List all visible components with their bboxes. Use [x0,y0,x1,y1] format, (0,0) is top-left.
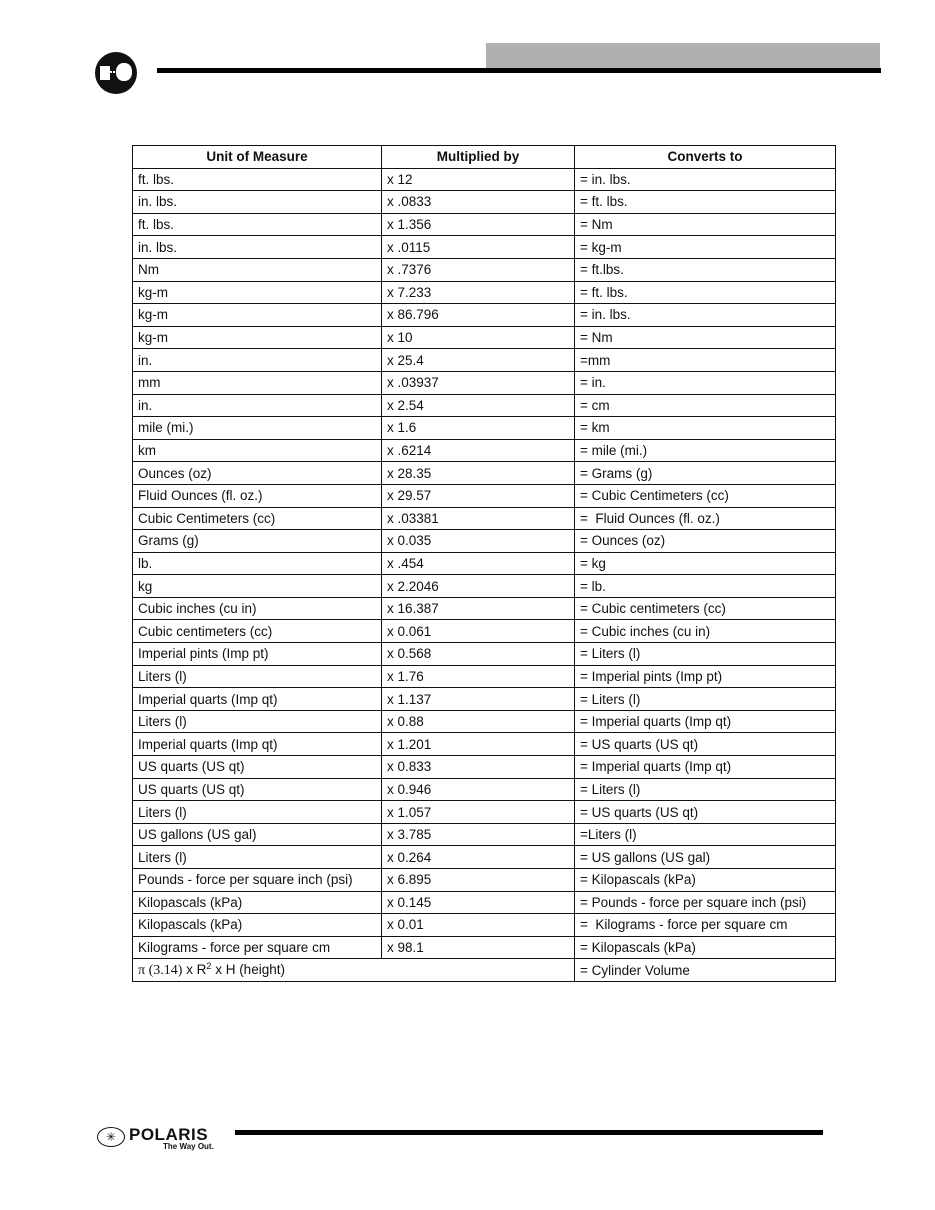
table-row [133,281,836,304]
unit-cell: km [133,439,382,462]
factor-cell: x 2.2046 [382,575,575,598]
table-row [133,801,836,824]
factor-cell: x .6214 [382,439,575,462]
table-row [133,530,836,553]
converts-cell: = kg-m [575,236,836,259]
manual-section-icon [95,52,137,94]
table-row [133,168,836,191]
table-row [133,914,836,937]
converts-cell: = Kilopascals (kPa) [575,936,836,959]
converts-cell: = Cubic centimeters (cc) [575,597,836,620]
unit-cell: ft. lbs. [133,168,382,191]
footer-rule [235,1130,823,1135]
converts-cell: = Kilopascals (kPa) [575,869,836,892]
table-row [133,371,836,394]
factor-cell: x 3.785 [382,823,575,846]
header-section-tab [486,43,880,69]
table-row [133,462,836,485]
factor-cell: x .0115 [382,236,575,259]
table-row [133,326,836,349]
radius-exponent: 2 [206,961,212,972]
unit-cell: US quarts (US qt) [133,778,382,801]
unit-cell: Liters (l) [133,846,382,869]
unit-cell: Cubic centimeters (cc) [133,620,382,643]
converts-cell: = kg [575,552,836,575]
unit-cell: US quarts (US qt) [133,756,382,779]
unit-cell: lb. [133,552,382,575]
table-row [133,575,836,598]
table-row [133,552,836,575]
unit-cell: Imperial pints (Imp pt) [133,643,382,666]
table-row [133,869,836,892]
table-row [133,213,836,236]
table-row [133,710,836,733]
factor-cell: x 28.35 [382,462,575,485]
factor-cell: x 86.796 [382,304,575,327]
converts-cell: = Cubic inches (cu in) [575,620,836,643]
converts-cell: = Liters (l) [575,643,836,666]
column-header-converts: Converts to [575,146,836,169]
converts-cell: = US quarts (US qt) [575,801,836,824]
unit-cell: Kilopascals (kPa) [133,914,382,937]
table-row [133,620,836,643]
factor-cell: x 2.54 [382,394,575,417]
converts-cell: =Liters (l) [575,823,836,846]
factor-cell: x .454 [382,552,575,575]
table-row [133,891,836,914]
table-row [133,597,836,620]
column-header-unit: Unit of Measure [133,146,382,169]
converts-cell: = lb. [575,575,836,598]
unit-cell: Cubic inches (cu in) [133,597,382,620]
converts-cell: = km [575,417,836,440]
converts-cell: = Kilograms - force per square cm [575,914,836,937]
shape-icon [116,63,132,81]
unit-cell: kg-m [133,304,382,327]
pi-term: π (3.14) [138,963,183,979]
factor-cell: x 0.946 [382,778,575,801]
table-row [133,733,836,756]
formula-row [133,959,836,982]
factor-cell: x 7.233 [382,281,575,304]
unit-cell: Fluid Ounces (fl. oz.) [133,484,382,507]
converts-cell: = Nm [575,213,836,236]
converts-cell: = Imperial quarts (Imp qt) [575,710,836,733]
height-term: x H (height) [211,962,285,978]
table-row [133,236,836,259]
cylinder-volume-formula [133,959,575,982]
table-row [133,643,836,666]
unit-cell: Cubic Centimeters (cc) [133,507,382,530]
factor-cell: x .03381 [382,507,575,530]
factor-cell: x 16.387 [382,597,575,620]
converts-cell: = in. [575,371,836,394]
table-row [133,304,836,327]
converts-cell: = ft. lbs. [575,191,836,214]
factor-cell: x 1.137 [382,688,575,711]
table-row [133,778,836,801]
unit-cell: in. lbs. [133,191,382,214]
converts-cell: = in. lbs. [575,168,836,191]
factor-cell: x 1.6 [382,417,575,440]
converts-cell: = Imperial pints (Imp pt) [575,665,836,688]
unit-cell: in. [133,394,382,417]
factor-cell: x 25.4 [382,349,575,372]
converts-cell: = Nm [575,326,836,349]
converts-cell: = cm [575,394,836,417]
polaris-logo [97,1125,227,1153]
factor-cell: x 0.264 [382,846,575,869]
brand-name: POLARIS [129,1125,209,1144]
converts-cell: = mile (mi.) [575,439,836,462]
converts-cell: = US quarts (US qt) [575,733,836,756]
factor-cell: x .0833 [382,191,575,214]
radius-term: x R [182,962,207,978]
factor-cell: x 0.145 [382,891,575,914]
unit-cell: Imperial quarts (Imp qt) [133,688,382,711]
factor-cell: x 6.895 [382,869,575,892]
factor-cell: x 0.01 [382,914,575,937]
converts-cell: = Imperial quarts (Imp qt) [575,756,836,779]
table-row [133,349,836,372]
converts-cell: = Liters (l) [575,688,836,711]
table-row [133,394,836,417]
column-header-factor: Multiplied by [382,146,575,169]
table-row [133,191,836,214]
factor-cell: x .03937 [382,371,575,394]
unit-cell: Kilograms - force per square cm [133,936,382,959]
converts-cell: = Ounces (oz) [575,530,836,553]
document-icon [100,66,110,80]
converts-cell: = Grams (g) [575,462,836,485]
compass-star-icon: ✳ [97,1127,125,1147]
unit-cell: US gallons (US gal) [133,823,382,846]
table-row [133,507,836,530]
factor-cell: x 1.201 [382,733,575,756]
unit-cell: Liters (l) [133,665,382,688]
table-row [133,417,836,440]
table-row [133,846,836,869]
unit-cell: kg-m [133,281,382,304]
unit-cell: Kilopascals (kPa) [133,891,382,914]
conversion-table [132,145,836,982]
unit-cell: in. [133,349,382,372]
factor-cell: x 98.1 [382,936,575,959]
unit-cell: kg-m [133,326,382,349]
converts-cell: = in. lbs. [575,304,836,327]
factor-cell: x 1.057 [382,801,575,824]
unit-cell: Liters (l) [133,801,382,824]
table-row [133,756,836,779]
unit-cell: mile (mi.) [133,417,382,440]
table-row [133,823,836,846]
unit-cell: Ounces (oz) [133,462,382,485]
table-row [133,688,836,711]
unit-cell: kg [133,575,382,598]
converts-cell: = US gallons (US gal) [575,846,836,869]
table-row [133,258,836,281]
table-row [133,665,836,688]
unit-cell: Imperial quarts (Imp qt) [133,733,382,756]
unit-cell: Nm [133,258,382,281]
factor-cell: x .7376 [382,258,575,281]
factor-cell: x 0.833 [382,756,575,779]
table-header-row [133,146,836,169]
factor-cell: x 0.035 [382,530,575,553]
converts-cell: = ft. lbs. [575,281,836,304]
table-row [133,439,836,462]
factor-cell: x 0.061 [382,620,575,643]
factor-cell: x 1.356 [382,213,575,236]
converts-cell: = Liters (l) [575,778,836,801]
brand-tagline: The Way Out. [163,1142,214,1151]
factor-cell: x 1.76 [382,665,575,688]
factor-cell: x 0.568 [382,643,575,666]
converts-cell: =mm [575,349,836,372]
table-row [133,484,836,507]
unit-cell: Grams (g) [133,530,382,553]
unit-cell: mm [133,371,382,394]
factor-cell: x 10 [382,326,575,349]
factor-cell: x 29.57 [382,484,575,507]
converts-cell: = Pounds - force per square inch (psi) [575,891,836,914]
converts-cell: = Cylinder Volume [575,959,836,982]
header-rule [157,68,881,73]
unit-cell: ft. lbs. [133,213,382,236]
converts-cell: = Cubic Centimeters (cc) [575,484,836,507]
factor-cell: x 12 [382,168,575,191]
table-row [133,936,836,959]
converts-cell: = Fluid Ounces (fl. oz.) [575,507,836,530]
unit-cell: Liters (l) [133,710,382,733]
unit-cell: Pounds - force per square inch (psi) [133,869,382,892]
factor-cell: x 0.88 [382,710,575,733]
unit-cell: in. lbs. [133,236,382,259]
converts-cell: = ft.lbs. [575,258,836,281]
